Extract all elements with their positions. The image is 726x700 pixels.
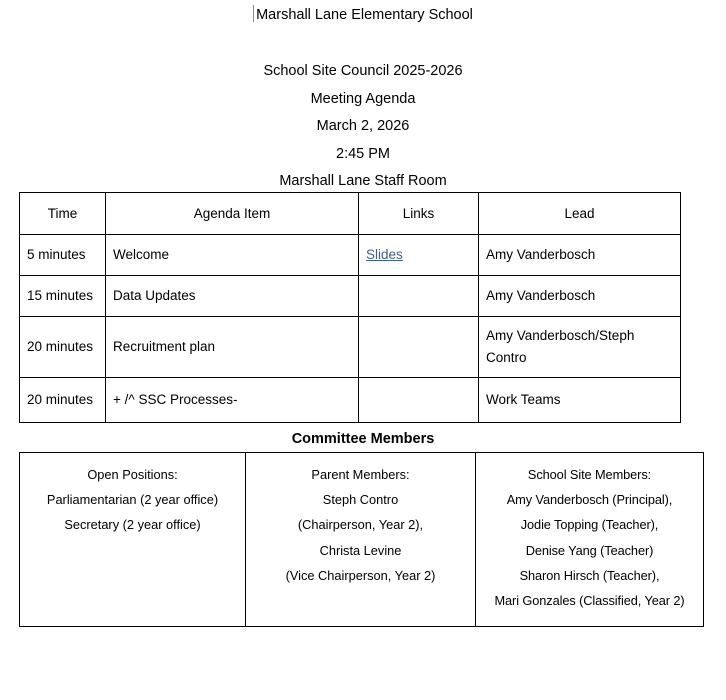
column-header-time: Time bbox=[20, 193, 106, 235]
school-name-heading bbox=[0, 4, 726, 26]
cell-links bbox=[359, 235, 479, 276]
cell-lead: Amy Vanderbosch bbox=[479, 235, 681, 276]
table-row bbox=[20, 276, 681, 317]
committee-member-line: Parliamentarian (2 year office) bbox=[46, 492, 219, 508]
subheading-line-date: March 2, 2026 bbox=[316, 118, 410, 134]
committee-column-title: School Site Members: bbox=[527, 467, 652, 482]
committee-member-line: Sharon Hirsch (Teacher), bbox=[519, 567, 660, 583]
meeting-subheading-block bbox=[0, 58, 726, 196]
committee-cell-school-site-members bbox=[476, 453, 704, 627]
cell-links bbox=[359, 317, 479, 378]
committee-member-line: Jodie Topping (Teacher), bbox=[520, 517, 659, 533]
cell-links bbox=[359, 378, 479, 423]
committee-member-line: (Vice Chairperson, Year 2) bbox=[285, 567, 436, 583]
cell-lead: Work Teams bbox=[479, 378, 681, 423]
committee-member-line: Steph Contro bbox=[322, 492, 399, 508]
subheading-line-agenda: Meeting Agenda bbox=[310, 90, 416, 107]
committee-member-line: Amy Vanderbosch (Principal), bbox=[506, 492, 673, 508]
cell-time: 5 minutes bbox=[20, 235, 106, 276]
subheading-line-council: School Site Council 2025-2026 bbox=[263, 63, 463, 79]
committee-column-title: Open Positions: bbox=[87, 467, 178, 482]
cell-agenda-item: Data Updates bbox=[106, 276, 359, 317]
text-caret-icon bbox=[253, 5, 254, 22]
slides-link[interactable]: Slides bbox=[366, 247, 403, 262]
agenda-table-header-row bbox=[20, 193, 681, 235]
committee-cell-parent-members bbox=[246, 453, 476, 627]
committee-member-line: (Chairperson, Year 2), bbox=[297, 517, 424, 533]
agenda-table bbox=[19, 192, 681, 423]
table-row bbox=[20, 317, 681, 378]
cell-agenda-item: Recruitment plan bbox=[106, 317, 359, 378]
table-row bbox=[20, 378, 681, 423]
cell-time: 20 minutes bbox=[20, 378, 106, 423]
committee-members-heading: Committee Members bbox=[291, 431, 435, 447]
column-header-links: Links bbox=[359, 193, 479, 235]
cell-agenda-item: Welcome bbox=[106, 235, 359, 276]
cell-time: 15 minutes bbox=[20, 276, 106, 317]
committee-member-line: Mari Gonzales (Classified, Year 2) bbox=[494, 593, 685, 609]
cell-time: 20 minutes bbox=[20, 317, 106, 378]
committee-member-line: Denise Yang (Teacher) bbox=[525, 542, 654, 558]
cell-links bbox=[359, 276, 479, 317]
column-header-lead: Lead bbox=[479, 193, 681, 235]
committee-column-title: Parent Members: bbox=[311, 467, 410, 482]
committee-members-table bbox=[19, 452, 704, 627]
committee-member-line: Secretary (2 year office) bbox=[64, 517, 201, 533]
subheading-line-time: 2:45 PM bbox=[336, 145, 390, 162]
school-name-text: Marshall Lane Elementary School bbox=[256, 7, 473, 23]
committee-member-line: Christa Levine bbox=[319, 542, 402, 558]
cell-lead: Amy Vanderbosch/Steph Contro bbox=[479, 317, 681, 378]
column-header-agenda-item: Agenda Item bbox=[106, 193, 359, 235]
subheading-line-location: Marshall Lane Staff Room bbox=[279, 173, 447, 189]
committee-cell-open-positions bbox=[20, 453, 246, 627]
cell-agenda-item: + /^ SSC Processes- bbox=[106, 378, 359, 423]
cell-lead: Amy Vanderbosch bbox=[479, 276, 681, 317]
committee-table-row bbox=[20, 453, 704, 627]
table-row bbox=[20, 235, 681, 276]
